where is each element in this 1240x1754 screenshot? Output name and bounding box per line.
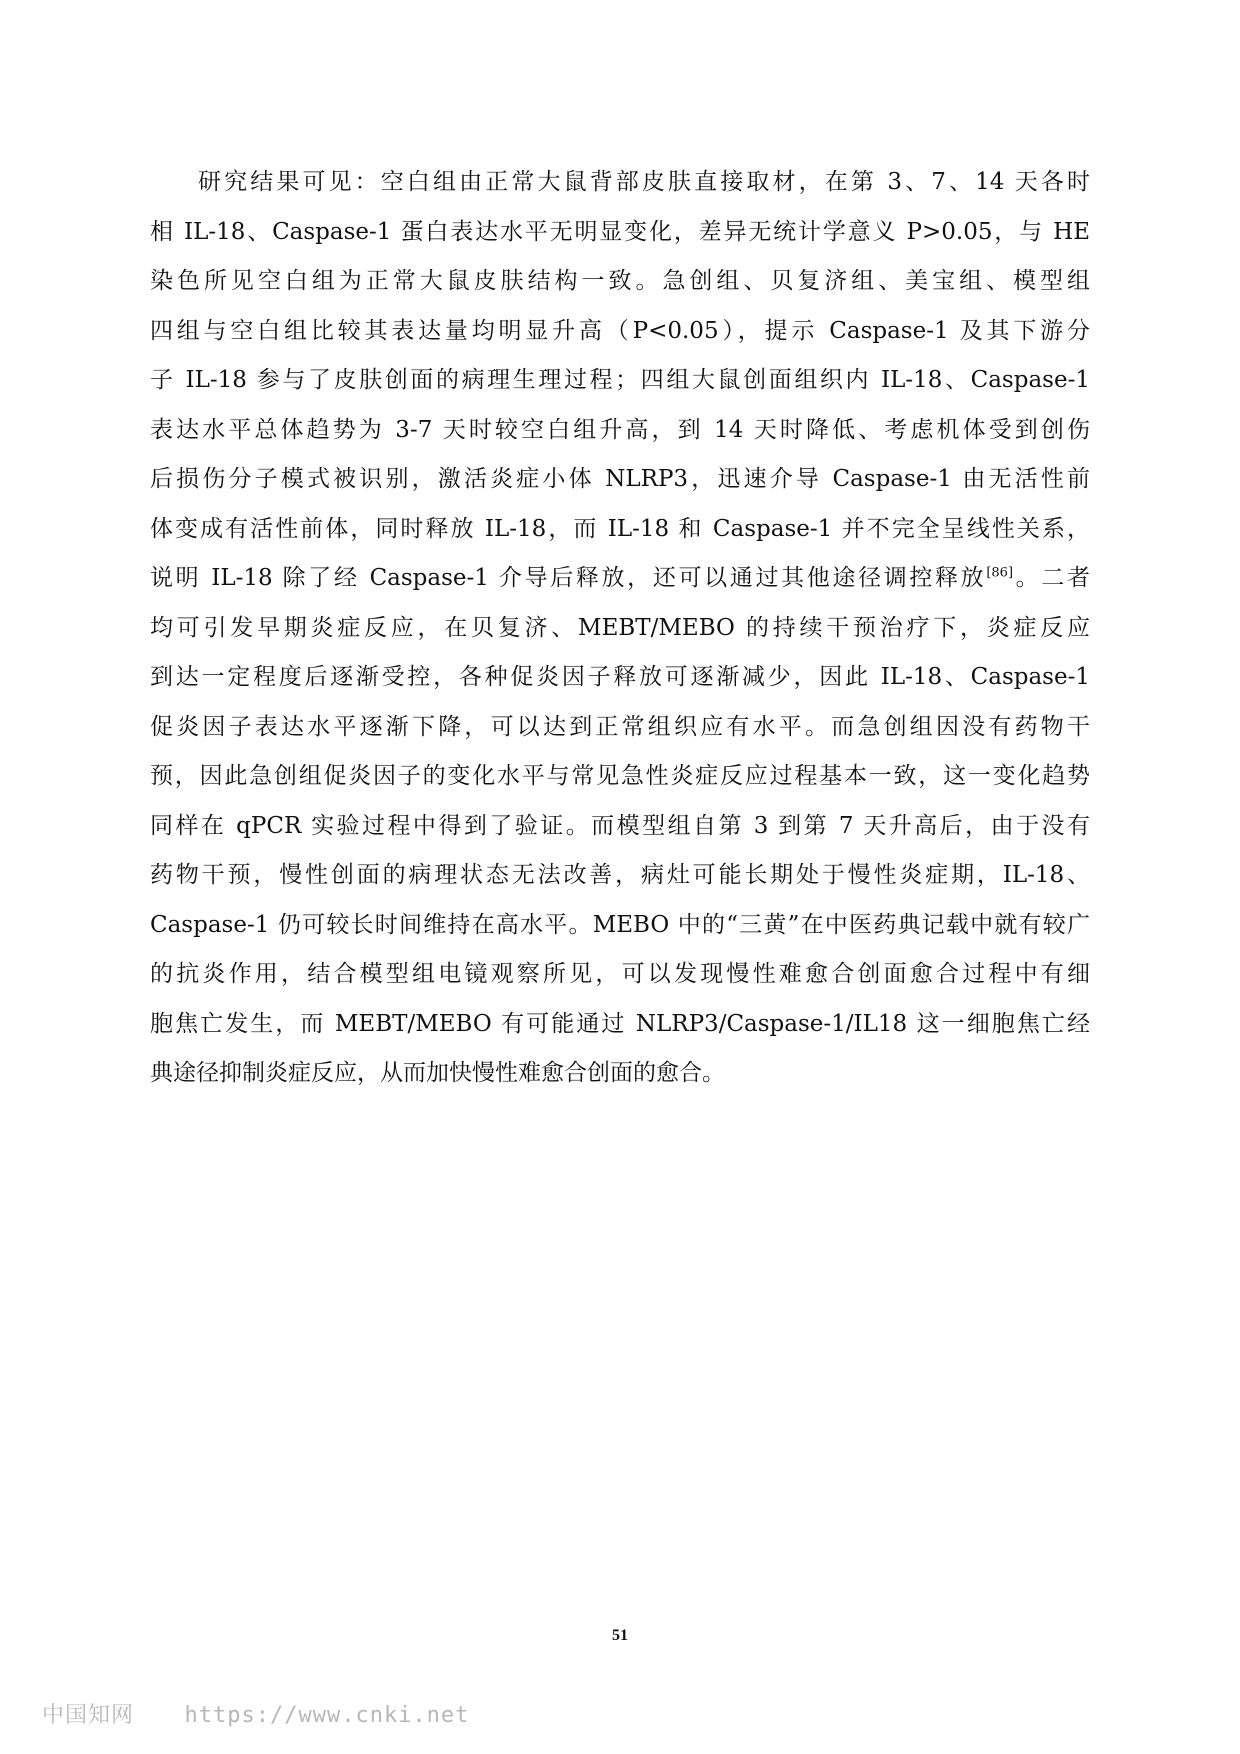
page-number: 51 [612,1627,628,1644]
paragraph-line: 的抗炎作用，结合模型组电镜观察所见，可以发现慢性难愈合创面愈合过程中有细 [150,961,1090,987]
paragraph-line: 预，因此急创组促炎因子的变化水平与常见急性炎症反应过程基本一致，这一变化趋势 [150,763,1090,789]
paragraph-line: 胞焦亡发生，而 MEBT/MEBO 有可能通过 NLRP3/Caspase-1/IL18 这一细胞焦亡经 [150,1010,1090,1037]
paragraph-line: 同样在 qPCR 实验过程中得到了验证。而模型组自第 3 到第 7 天升高后，由于没有 [150,812,1090,839]
paragraph-line: 药物干预，慢性创面的病理状态无法改善，病灶可能长期处于慢性炎症期，IL-18、 [150,862,1090,888]
paragraph-line: 典途径抑制炎症反应，从而加快慢性难愈合创面的愈合。 [150,1060,725,1086]
paragraph-line-with-citation [150,554,1090,604]
paragraph-line: 研究结果可见：空白组由正常大鼠背部皮肤直接取材，在第 3、7、14 天各时 [198,169,1090,195]
cnki-brand-logo: 中国知网 [42,1703,135,1728]
line-text-tail: 。二者 [1013,565,1090,591]
body-paragraph [150,158,1090,1099]
paragraph-line: 后损伤分子模式被识别，激活炎症小体 NLRP3，迅速介导 Caspase-1 由无活性前 [150,466,1090,492]
cnki-url: https://www.cnki.net [184,1703,470,1728]
cnki-watermark-footer [42,1698,469,1729]
paragraph-line: 体变成有活性前体，同时释放 IL-18，而 IL-18 和 Caspase-1 并不完全呈线性关系， [150,515,1090,542]
paragraph-line: 子 IL-18 参与了皮肤创面的病理生理过程；四组大鼠创面组织内 IL-18、Caspase-1 [150,367,1090,393]
paragraph-line: 染色所见空白组为正常大鼠皮肤结构一致。急创组、贝复济组、美宝组、模型组 [150,268,1090,294]
paragraph-line: 到达一定程度后逐渐受控，各种促炎因子释放可逐渐减少，因此 IL-18、Caspase-1 [150,664,1090,690]
paragraph-line: 均可引发早期炎症反应，在贝复济、MEBT/MEBO 的持续干预治疗下，炎症反应 [150,614,1090,641]
line-text: 说明 IL-18 除了经 Caspase-1 介导后释放，还可以通过其他途径调控释放 [150,565,987,591]
paragraph-line: 相 IL-18、Caspase-1 蛋白表达水平无明显变化，差异无统计学意义 P>0.05，与 HE [150,218,1090,245]
paragraph-line: 促炎因子表达水平逐渐下降，可以达到正常组织应有水平。而急创组因没有药物干 [150,713,1090,740]
paragraph-line: Caspase-1 仍可较长时间维持在高水平。MEBO 中的“三黄”在中医药典记载中就有较广 [150,911,1090,938]
paragraph-line: 四组与空白组比较其表达量均明显升高（P<0.05），提示 Caspase-1 及其下游分 [150,317,1090,344]
citation-reference: [86] [986,565,1014,581]
paragraph-line: 表达水平总体趋势为 3-7 天时较空白组升高，到 14 天时降低、考虑机体受到创伤 [150,416,1090,443]
